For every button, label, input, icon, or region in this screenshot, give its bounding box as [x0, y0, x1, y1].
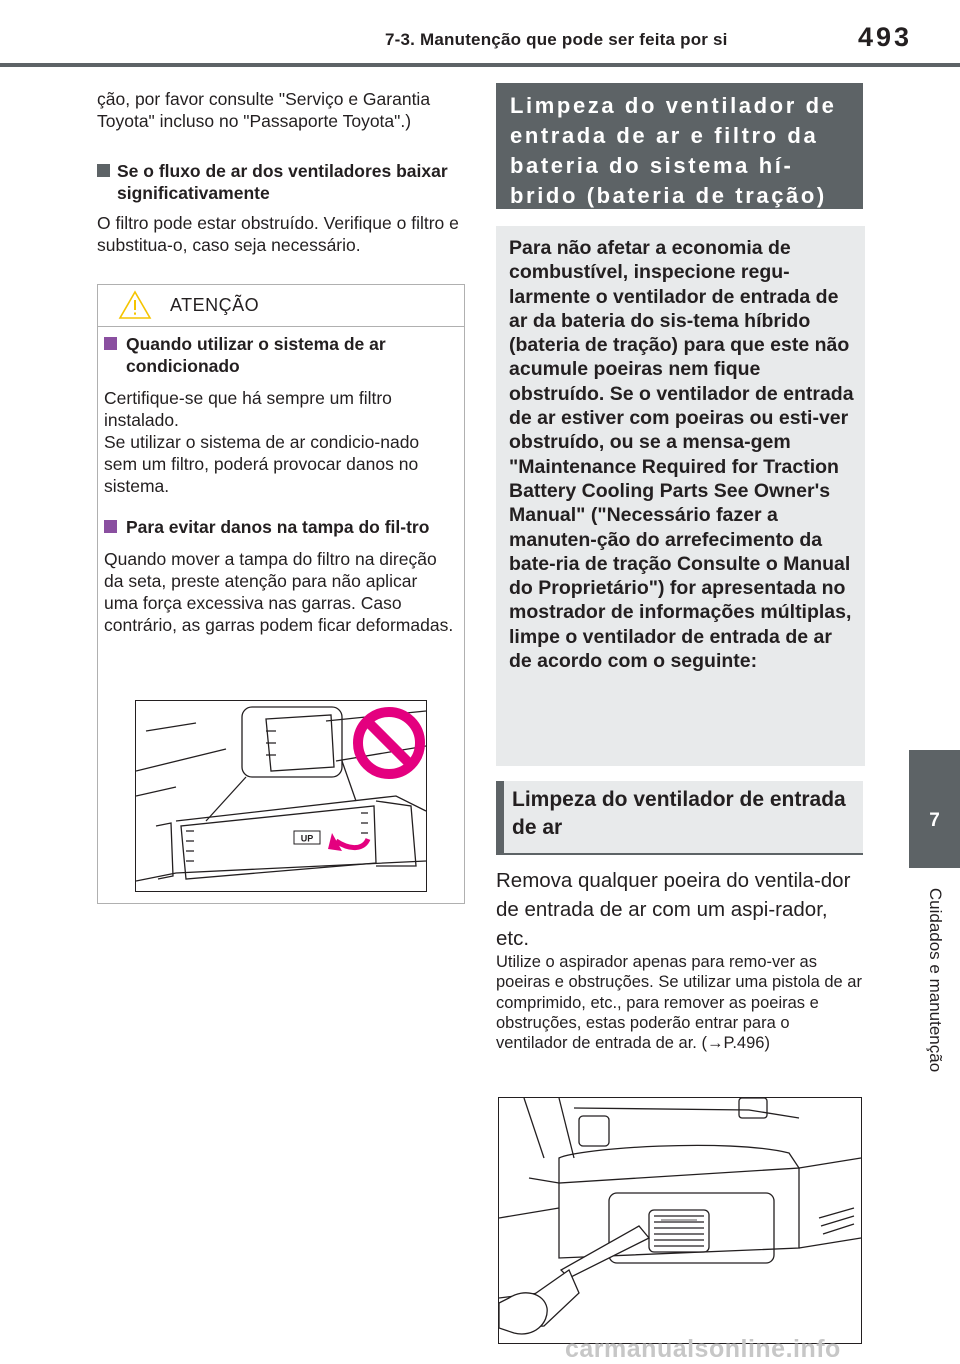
- section-title: 7-3. Manutenção que pode ser feita por si: [385, 30, 728, 49]
- main-instruction: Remova qualquer poeira do ventila-dor de entrada de ar com um aspi-rador, etc.: [496, 869, 851, 950]
- attention-item-1-heading: Quando utilizar o sistema de ar condicionado: [126, 334, 386, 376]
- attention-item-1-body-2: Se utilizar o sistema de ar condicio-nado sem um filtro, poderá provocar danos no sistema.: [104, 432, 420, 496]
- vacuum-cleaning-illustration: [498, 1097, 862, 1344]
- attention-item-2-heading: Para evitar danos na tampa do fil-tro: [126, 517, 430, 537]
- watermark: carmanualsonline.info: [565, 1335, 841, 1363]
- prohibition-icon: [358, 712, 420, 774]
- attention-header: [98, 285, 464, 327]
- filter-paragraph: O filtro pode estar obstruído. Verifique o filtro e substitua-o, caso seja necessário.: [97, 213, 459, 255]
- chapter-label: Cuidados e manutenção: [926, 887, 945, 1073]
- attention-item-1: [104, 333, 454, 497]
- vacuum-note: Utilize o aspirador apenas para remo-ver as poeiras e obstruções. Se utilizar uma pistola de ar comprimido, etc., para remover as poeiras e obstruções, estas poderão entrar para o ventilador de entrada de ar. (→P.496): [496, 953, 862, 1053]
- header-rule: [0, 63, 960, 67]
- subheading-accent-bar: [496, 781, 504, 853]
- chapter-number: 7: [929, 810, 940, 831]
- subheading-rule: [496, 853, 863, 855]
- continuation-paragraph: ção, por favor consulte "Serviço e Garantia Toyota" incluso no "Passaporte Toyota".): [97, 89, 431, 131]
- warning-icon: [118, 289, 152, 321]
- intro-text: Para não afetar a economia de combustível, inspecione regu-larmente o ventilador de entrada de ar da bateria do sis-tema híbrido (bateria de tração) para que este não acumule poeiras nem fique obstruído. Se o ventilador de entrada de ar estiver com poeiras ou esti-ver obstruído, ou se a mensa-gem "Maintenance Required for Traction Battery Cooling Parts See Owner's Manual" ("Necessário fazer a manuten-ção do arrefecimento da bate-ria de tração Consulte o Manual do Proprietário") for apresentada no mostrador de informações múltiplas, limpe o ventilador de entrada de ar de acordo com o seguinte:: [509, 237, 854, 673]
- up-label: UP: [300, 833, 314, 844]
- square-bullet-icon: [104, 337, 117, 350]
- attention-item-2: [104, 516, 454, 636]
- square-bullet-icon: [97, 164, 110, 177]
- square-bullet-icon: [104, 520, 117, 533]
- chapter-tab[interactable]: [909, 750, 960, 868]
- subheading-airflow-text: Se o fluxo de ar dos ventiladores baixar significativamente: [117, 161, 448, 203]
- attention-item-1-body-1: Certifique-se que há sempre um filtro instalado.: [104, 388, 392, 430]
- cleaning-subheading: Limpeza do ventilador de entrada de ar: [512, 788, 846, 839]
- page-number: 493: [858, 22, 913, 52]
- filter-cover-illustration: [135, 700, 427, 892]
- attention-title: ATENÇÃO: [170, 295, 260, 315]
- cleaning-section-heading: Limpeza do ventilador de entrada de ar e filtro da bateria do sistema hí-brido (bateria de tração): [496, 83, 863, 209]
- subheading-airflow: [97, 160, 465, 204]
- attention-item-2-body: Quando mover a tampa do filtro na direção da seta, preste atenção para não aplicar uma força excessiva nas garras. Caso contrário, as garras podem ficar deformadas.: [104, 549, 454, 635]
